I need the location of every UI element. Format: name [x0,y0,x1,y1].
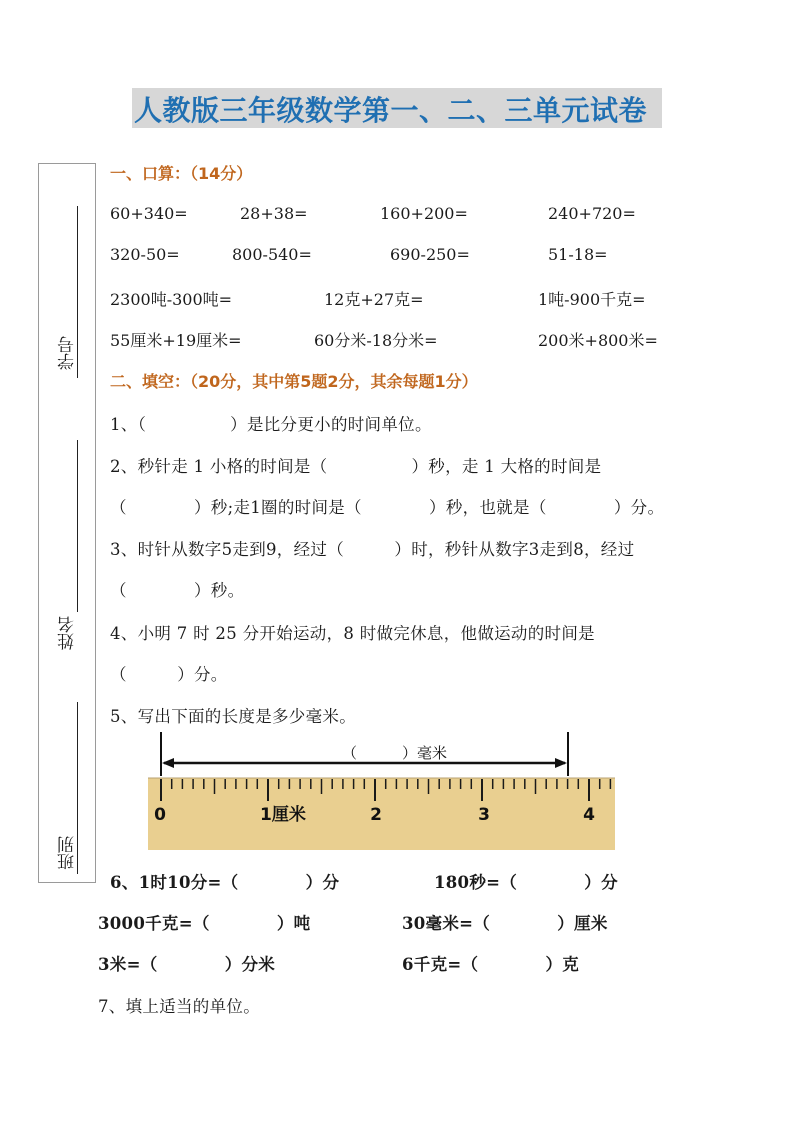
name-label: 姓名 [58,616,78,650]
question-2-line1: 2、秒针走 1 小格的时间是（ ）秒，走 1 大格的时间是 [110,457,602,476]
calc-item: 800-540= [232,245,312,264]
calc-item: 60+340= [110,204,188,223]
calc-item: 28+38= [240,204,308,223]
calc-item: 55厘米+19厘米= [110,331,242,350]
ruler-label: 3 [478,805,490,825]
measure-arrow-right [555,758,567,768]
ruler-figure [140,728,620,854]
calc-item: 690-250= [390,245,470,264]
question-4-line1: 4、小明 7 时 25 分开始运动，8 时做完休息，他做运动的时间是 [110,624,595,643]
section2-heading: 二、填空：（20分，其中第5题2分，其余每题1分） [110,372,478,391]
question-6-item: 6千克=（ ）克 [402,955,580,974]
calc-item: 240+720= [548,204,636,223]
calc-item: 160+200= [380,204,468,223]
calc-item: 1吨-900千克= [538,290,646,309]
calc-item: 51-18= [548,245,608,264]
question-1: 1、（ ）是比分更小的时间单位。 [110,415,432,434]
question-4-line2: （ ）分。 [110,665,228,684]
ruler-label: 4 [583,805,595,825]
page-title: 人教版三年级数学第一、二、三单元试卷 [134,94,648,127]
question-6-item: 30毫米=（ ）厘米 [402,914,608,933]
measure-answer-label: （ ）毫米 [342,744,448,762]
section1-heading: 一、口算：（14分） [110,164,253,183]
calc-item: 60分米-18分米= [314,331,438,350]
question-7: 7、填上适当的单位。 [98,997,260,1016]
question-2-line2: （ ）秒;走1圈的时间是（ ）秒，也就是（ ）分。 [110,498,665,517]
binding-sidebar [38,163,96,883]
question-3-line1: 3、时针从数字5走到9，经过（ ）时，秒针从数字3走到8，经过 [110,540,635,559]
name-line [77,440,78,612]
question-6-item: 3米=（ ）分米 [98,955,276,974]
calc-item: 200米+800米= [538,331,658,350]
student-no-label: 学号 [58,336,78,370]
question-6-item: 6、1时10分=（ ）分 [110,873,340,892]
measure-arrow-left [162,758,174,768]
ruler-label: 0 [154,805,166,825]
calc-item: 12克+27克= [324,290,424,309]
question-5: 5、写出下面的长度是多少毫米。 [110,707,356,726]
question-6-item: 3000千克=（ ）吨 [98,914,311,933]
ruler-label: 1厘米 [260,805,306,825]
ruler-label: 2 [370,805,382,825]
calc-item: 2300吨-300吨= [110,290,233,309]
question-6-item: 180秒=（ ）分 [434,873,618,892]
question-3-line2: （ ）秒。 [110,581,245,600]
class-label: 班别 [58,836,78,870]
calc-item: 320-50= [110,245,180,264]
